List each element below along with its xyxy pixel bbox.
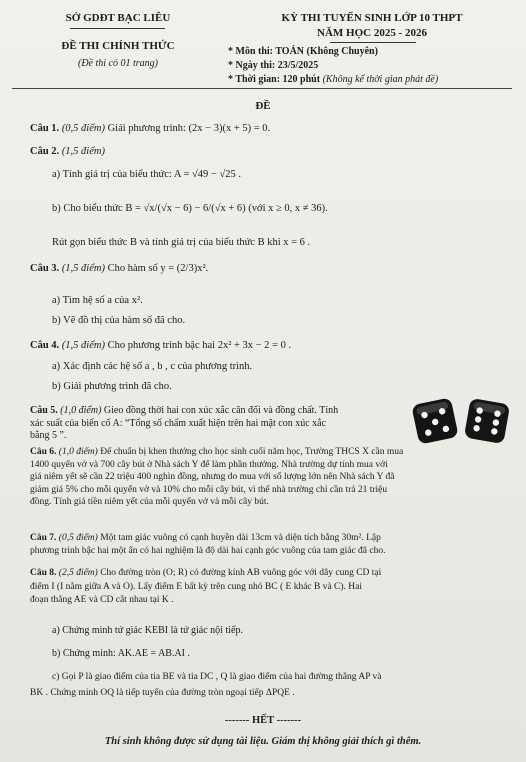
question-8c-line-1: c) Gọi P là giao điểm của tia BE và tia DC , Q là giao điểm của hai đường thẳng AP và bbox=[52, 672, 382, 682]
question-3a: a) Tìm hệ số a của x². bbox=[52, 295, 143, 306]
question-8c-line-2: BK . Chứng minh OQ là tiếp tuyến của đường tròn ngoại tiếp ΔPQE . bbox=[30, 688, 295, 698]
question-4-text: Cho phương trình bậc hai 2x² + 3x − 2 = 0 . bbox=[107, 340, 292, 351]
question-5-line-3: bằng 5 ”. bbox=[30, 430, 67, 441]
question-3 bbox=[30, 262, 208, 275]
page-count-note: (Đề thi có 01 trang) bbox=[78, 58, 158, 69]
question-1-text: Giải phương trình: (2x − 3)(x + 5) = 0. bbox=[107, 123, 271, 134]
question-5 bbox=[30, 405, 410, 443]
question-3b: b) Vẽ đồ thị của hàm số đã cho. bbox=[52, 315, 186, 326]
question-2c: Rút gọn biểu thức B và tính giá trị của biểu thức B khi x = 6 . bbox=[52, 237, 311, 248]
exam-date: * Ngày thi: 23/5/2025 bbox=[228, 60, 319, 71]
end-marker: ------- HẾT ------- bbox=[224, 715, 302, 726]
question-7 bbox=[30, 532, 516, 558]
question-3-text: Cho hàm số y = (2/3)x². bbox=[107, 263, 209, 274]
exam-duration-note: (Không kể thời gian phát đề) bbox=[322, 74, 439, 85]
section-label: ĐỀ bbox=[255, 100, 271, 112]
question-8c-continued bbox=[30, 686, 516, 700]
question-8a: a) Chứng minh tứ giác KEBI là tứ giác nội tiếp. bbox=[52, 625, 243, 636]
question-1-points: (0,5 điểm) bbox=[61, 123, 105, 134]
question-4b: b) Giải phương trình đã cho. bbox=[52, 381, 172, 392]
question-8b: b) Chứng minh: AK.AE = AB.AI . bbox=[52, 648, 191, 659]
question-7-line-1: Một tam giác vuông có cạnh huyền dài 13cm và diện tích bằng 30m². Lập bbox=[100, 533, 381, 543]
question-5-line-1: Gieo đồng thời hai con xúc xắc cân đối và đồng chất. Tính bbox=[103, 405, 339, 416]
exam-title: KỲ THI TUYỂN SINH LỚP 10 THPT bbox=[281, 12, 463, 24]
question-4a: a) Xác định các hệ số a , b , c của phương trình. bbox=[52, 361, 253, 372]
question-2a: a) Tính giá trị của biểu thức: A = √49 − √25 . bbox=[52, 169, 241, 180]
question-8c bbox=[52, 670, 516, 684]
question-2 bbox=[30, 145, 105, 158]
authority-underline bbox=[70, 28, 165, 29]
question-2b: b) Cho biểu thức B = √x/(√x − 6) − 6/(√x + 6) (với x ≥ 0, x ≠ 36). bbox=[52, 203, 328, 214]
exam-subject: * Môn thi: TOÁN (Không Chuyên) bbox=[228, 46, 378, 57]
header-separator bbox=[12, 88, 512, 89]
question-6-line-1: Để chuẩn bị khen thưởng cho học sinh cuối năm học, Trường THCS X cần mua bbox=[100, 447, 404, 457]
question-6 bbox=[30, 446, 516, 509]
question-8 bbox=[30, 567, 516, 608]
title-underline bbox=[330, 42, 416, 43]
exam-duration-value: * Thời gian: 120 phút bbox=[228, 74, 321, 85]
exam-duration bbox=[228, 74, 526, 85]
question-3-number: Câu 3. bbox=[30, 263, 60, 274]
question-8-points: (2,5 điểm) bbox=[58, 568, 98, 578]
question-5-number: Câu 5. bbox=[30, 405, 58, 416]
question-7-line-2: phương trình bậc hai một ẩn có hai nghiệm là độ dài hai cạnh góc vuông của tam giác đã cho. bbox=[30, 546, 386, 556]
question-2-points: (1,5 điểm) bbox=[61, 146, 105, 157]
question-6-line-2: 1400 quyển vở và 700 cây bút ở Nhà sách Y để làm phần thưởng. Nhà trường dự tính mua với bbox=[30, 459, 388, 470]
official-exam-label: ĐỀ THI CHÍNH THỨC bbox=[61, 40, 175, 52]
question-5-points: (1,0 điểm) bbox=[60, 405, 102, 416]
question-4-points: (1,5 điểm) bbox=[61, 340, 105, 351]
question-7-points: (0,5 điểm) bbox=[58, 533, 98, 543]
question-1 bbox=[30, 122, 270, 135]
question-4-number: Câu 4. bbox=[30, 340, 60, 351]
school-year: NĂM HỌC 2025 - 2026 bbox=[317, 27, 427, 39]
question-2-number: Câu 2. bbox=[30, 146, 60, 157]
authority-name: SỞ GDĐT BẠC LIÊU bbox=[65, 12, 171, 24]
question-6-number: Câu 6. bbox=[30, 447, 57, 457]
question-7-number: Câu 7. bbox=[30, 533, 57, 543]
footer-note: Thí sinh không được sử dụng tài liệu. Giám thị không giải thích gì thêm. bbox=[104, 736, 422, 747]
question-8-line-3: đoạn thẳng AE và CD cắt nhau tại K . bbox=[30, 595, 174, 605]
question-6-points: (1,0 điểm) bbox=[58, 447, 98, 457]
question-8-line-1: Cho đường tròn (O; R) có đường kính AB vuông góc với dây cung CD tại bbox=[100, 568, 382, 578]
question-8-number: Câu 8. bbox=[30, 568, 57, 578]
question-8-line-2: điểm I (I nằm giữa A và O). Lấy điểm E bất kỳ trên cung nhỏ BC ( E khác B và C). Hai bbox=[30, 581, 363, 592]
dice-icon bbox=[410, 395, 514, 452]
question-6-line-4: giảm giá 5% cho mỗi quyển vở và 10% cho mỗi cây bút, vì thế nhà trường chỉ cần trả 21 triệu bbox=[30, 484, 388, 495]
question-6-line-3: giá niêm yết sẽ cần 22 triệu 400 nghìn đồng, nhưng do mua với số lượng lớn nên Nhà sách Y đã bbox=[30, 472, 395, 482]
question-6-line-5: đồng. Tính giá tiền niêm yết của mỗi quyển vở và mỗi cây bút. bbox=[30, 497, 269, 507]
question-3-points: (1,5 điểm) bbox=[61, 263, 105, 274]
question-4 bbox=[30, 339, 291, 352]
question-5-line-2: xác suất của biến cố A: “Tổng số chấm xuất hiện trên hai mặt con xúc xắc bbox=[30, 417, 327, 429]
question-1-number: Câu 1. bbox=[30, 123, 60, 134]
